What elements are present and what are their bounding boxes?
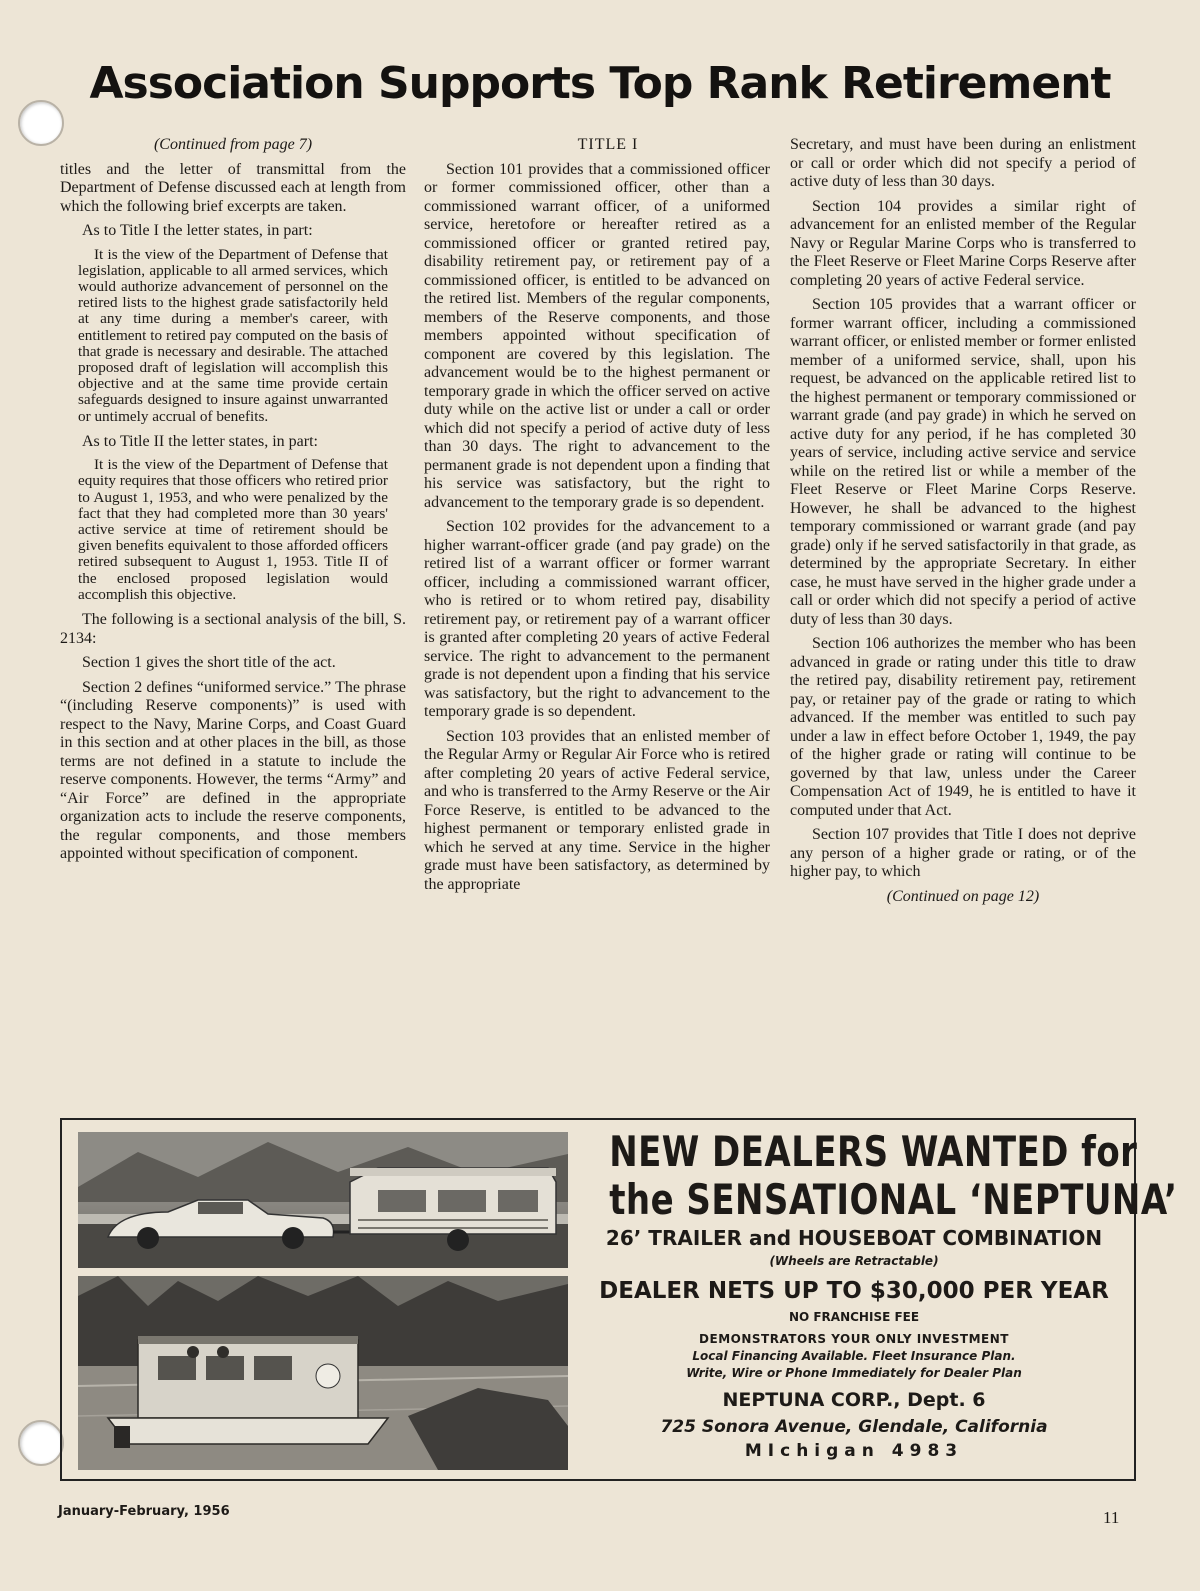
houseboat-photo (78, 1276, 568, 1470)
paragraph: Section 2 defines “uniformed service.” The phrase “(including Reserve components)” is used with respect to the Navy, Marine Corps, and Coast Guard in this section and at other places in the bill, as those terms are not defined in a statute to include the reserve components. However, the terms “Army” and “Air Force” are defined in the appropriate organization acts to include the reserve components, the regular components, and those members appointed without specification of component. (60, 678, 406, 863)
continued-on-note: (Continued on page 12) (886, 887, 1040, 905)
paragraph: As to Title II the letter states, in part: (82, 432, 318, 450)
punch-hole-bottom (18, 1420, 64, 1466)
paragraph: As to Title I the letter states, in part: (82, 222, 313, 239)
ad-financing-line: Local Financing Available. Fleet Insurance Plan. (692, 1349, 1016, 1363)
continued-from-note: (Continued from page 7) (153, 136, 313, 153)
issue-date: January-February, 1956 (58, 1504, 230, 1519)
block-quote: It is the view of the Department of Defense that equity requires that those officers who retired prior to August 1, 1953, and who were penalized by the fact that they had completed more than 30 years' active service at time of retirement should be given benefits equivalent to those afforded officers retired subsequent to August 1, 1953. Title II of the enclosed proposed legislation would accomplish this objective. (78, 456, 388, 603)
article-column-3 (790, 136, 1136, 1101)
block-quote: It is the view of the Department of Defense that legislation, applicable to all armed services, which would authorize advancement of personnel on the retired lists to the highest grade satisfactorily held at any time during a member's career, with entitlement to retired pay computed on the basis of that grade is necessary and desirable. The attached proposed draft of legislation will accomplish this objective and at the same time provide certain safeguards designed to insure against unwarranted or untimely accrual of benefits. (78, 245, 388, 425)
page-number: 11 (1103, 1508, 1120, 1527)
ad-phone: MIchigan 4983 (744, 1441, 964, 1461)
ad-note: (Wheels are Retractable) (769, 1254, 939, 1268)
paragraph: Section 104 provides a similar right of advancement for an enlisted member of the Regular Navy or Regular Marine Corps who is transferred to the Fleet Reserve or Fleet Marine Corps Reserve after completing 20 years of active Federal service. (790, 197, 1136, 289)
paragraph: Section 107 provides that Title I does not deprive any person of a higher grade or rating, or of the higher pay, to which (790, 826, 1136, 880)
ad-subheadline: 26’ TRAILER and HOUSEBOAT COMBINATION (605, 1226, 1103, 1250)
paragraph: Section 106 authorizes the member who has been advanced in grade or rating under this title to draw the retired pay, disability retirement pay, retirement pay, or retainer pay of the grade or rating to which advanced. If the member was entitled to such pay under a law in effect before October 1, 1949, the pay of the higher grade or rating will continue to be governed by that law, unless under the Career Compensation Act of 1949, he is entitled to have it computed under that Act. (790, 635, 1136, 819)
paragraph: Section 101 provides that a commissioned officer or former commissioned officer, other than a commissioned warrant officer, of a uniformed service, heretofore or hereafter retired as a commissioned officer or granted retired pay, disability retirement pay, or retirement pay of a commissioned officer, is entitled to be advanced on the retired list. Members of the regular components, members of the Reserve components, and those members appointed without specification of component are covered by this legislation. The advancement would be to the highest permanent or temporary grade in which the officer served on active duty while on the active list or under a call or order which did not specify a period of active duty of less than 30 days. The right to advancement to the permanent grade is not dependent upon a finding that his service was satisfactory, but the right to advancement to the temporary grade is so dependent. (424, 160, 770, 511)
ad-address: 725 Sonora Avenue, Glendale, California (660, 1417, 1048, 1437)
paragraph: The following is a sectional analysis of the bill, S. 2134: (60, 611, 406, 647)
punch-hole-top (18, 100, 64, 146)
ad-copy (582, 1127, 1178, 1462)
paragraph: Section 103 provides that an enlisted member of the Regular Army or Regular Air Force who is retired after completing 20 years of active Federal service, and who is transferred to the Army Reserve or the Air Force Reserve, is entitled to be advanced to the highest permanent or temporary enlisted grade in which he served at any time. Service in the higher grade must have been satisfactory, as determined by the appropriate (424, 727, 770, 893)
ad-contact-line: Write, Wire or Phone Immediately for Dealer Plan (686, 1366, 1022, 1380)
ad-company-name: NEPTUNA CORP., Dept. 6 (722, 1389, 986, 1411)
ad-headline-line-1: NEW DEALERS WANTED for (609, 1127, 1138, 1176)
paragraph: Secretary, and must have been during an enlistment or call or order which did not specify a period of active duty of less than 30 days. (790, 136, 1136, 190)
trailer-car-photo (78, 1132, 568, 1268)
paragraph: Section 105 provides that a warrant officer or former warrant officer, including a commissioned warrant officer, or enlisted member or former enlisted member of a uniformed service, shall, upon his request, be advanced on the applicable retired list to the highest permanent or temporary commissioned or warrant grade (and pay grade) in which he served on active duty for any period, if he has completed 30 years of service, including active service and service while on the retired list or while a member of the Fleet Reserve or Fleet Marine Corps Reserve. However, he shall be advanced to the highest temporary commissioned or warrant grade (and pay grade) only if he served satisfactorily in that grade, as determined by the appropriate Secretary. In either case, he must have served in the higher grade under a call or order which did not specify a period of active duty of less than 30 days. (790, 296, 1136, 628)
ad-investment-line: DEMONSTRATORS YOUR ONLY INVESTMENT (699, 1332, 1009, 1346)
paragraph: Section 102 provides for the advancement to a higher warrant-officer grade (and pay grade) on the retired list of a warrant officer or former warrant officer, including a commissioned warrant officer, who is retired or to whom retired pay, disability retirement pay, or retirement pay of a warrant officer is granted after completing 20 years of active Federal service. The right to advancement to the permanent grade is not dependent upon a finding that his service was satisfactory, but the right to advancement to the temporary grade is so dependent. (424, 518, 770, 720)
ad-headline-line-2: the SENSATIONAL ‘NEPTUNA’ (609, 1175, 1178, 1224)
article-headline: Association Supports Top Rank Retirement (89, 58, 1111, 109)
section-heading: TITLE I (577, 136, 639, 153)
paragraph: titles and the letter of transmittal from the Department of Defense discussed each at length from which the following brief excerpts are taken. (60, 160, 406, 215)
ad-earnings-line: DEALER NETS UP TO $30,000 PER YEAR (599, 1278, 1109, 1304)
advertisement (60, 1118, 1178, 1481)
paragraph: Section 1 gives the short title of the act. (82, 654, 336, 672)
article-column-1 (60, 136, 406, 1101)
ad-fee-line: NO FRANCHISE FEE (788, 1310, 920, 1324)
article-column-2 (424, 136, 770, 1101)
